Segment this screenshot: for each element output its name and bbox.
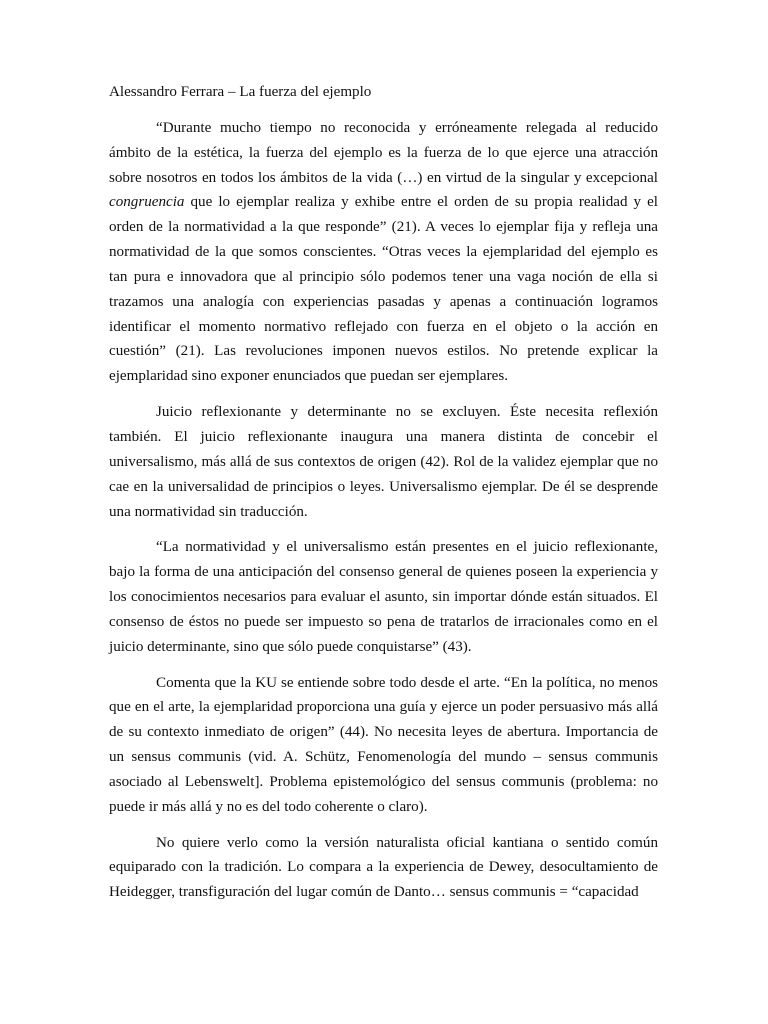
paragraph-1-text-a: “Durante mucho tiempo no reconocida y erróneamente relegada al reducido ámbito de la estética, la fuerza del ejemplo es la fuerza de lo que ejerce una atracción sobre nosotros en todos los ámbitos de la vida (…) en virtud de la singular y excepcional [109,119,658,186]
paragraph-5: No quiere verlo como la versión naturalista oficial kantiana o sentido común equiparado con la tradición. Lo compara a la experiencia de Dewey, desocultamiento de Heidegger, transfiguración del lugar común de Danto… sensus communis = “capacidad [109,834,658,901]
paragraph-1-emphasis: congruencia [109,194,185,211]
paragraph-2: Juicio reflexionante y determinante no se excluyen. Éste necesita reflexión también. El juicio reflexionante inaugura una manera distinta de concebir el universalismo, más allá de sus contextos de origen (42). Rol de la validez ejemplar que no cae en la universalidad de principios o leyes. Universalismo ejemplar. De él se desprende una normatividad sin traducción. [109,404,658,520]
paragraph-1-text-b: que lo ejemplar realiza y exhibe entre el orden de su propia realidad y el orden de la normatividad a la que responde” (21). A veces lo ejemplar fija y refleja una normatividad de la que somos conscientes. “Otras veces la ejemplaridad del ejemplo es tan pura e innovadora que al principio sólo podemos tener una vaga noción de ella si trazamos una analogía con experiencias pasadas y apenas a continuación logramos identificar el momento normativo reflejado con fuerza en el objeto o la acción en cuestión” (21). Las revoluciones imponen nuevos estilos. No pretende explicar la ejemplaridad sino exponer enunciados que puedan ser ejemplares. [109,194,658,385]
paragraph-4: Comenta que la KU se entiende sobre todo desde el arte. “En la política, no menos que en el arte, la ejemplaridad proporciona una guía y ejerce un poder persuasivo más allá de su contexto inmediato de origen” (44). No necesita leyes de abertura. Importancia de un sensus communis (vid. A. Schütz, Fenomenología del mundo – sensus communis asociado al Lebenswelt]. Problema epistemológico del sensus communis (problema: no puede ir más allá y no es del todo coherente o claro). [109,674,658,815]
paragraph-1 [109,116,658,389]
paragraph-3: “La normatividad y el universalismo están presentes en el juicio reflexionante, bajo la forma de una anticipación del consenso general de quienes poseen la experiencia y los conocimientos necesarios para evaluar el asunto, sin importar dónde están situados. El consenso de éstos no puede ser impuesto so pena de tratarlos de irracionales como en el juicio determinante, sino que sólo puede conquistarse” (43). [109,539,658,655]
document-title: Alessandro Ferrara – La fuerza del ejemplo [109,84,372,100]
document-page [109,80,658,916]
